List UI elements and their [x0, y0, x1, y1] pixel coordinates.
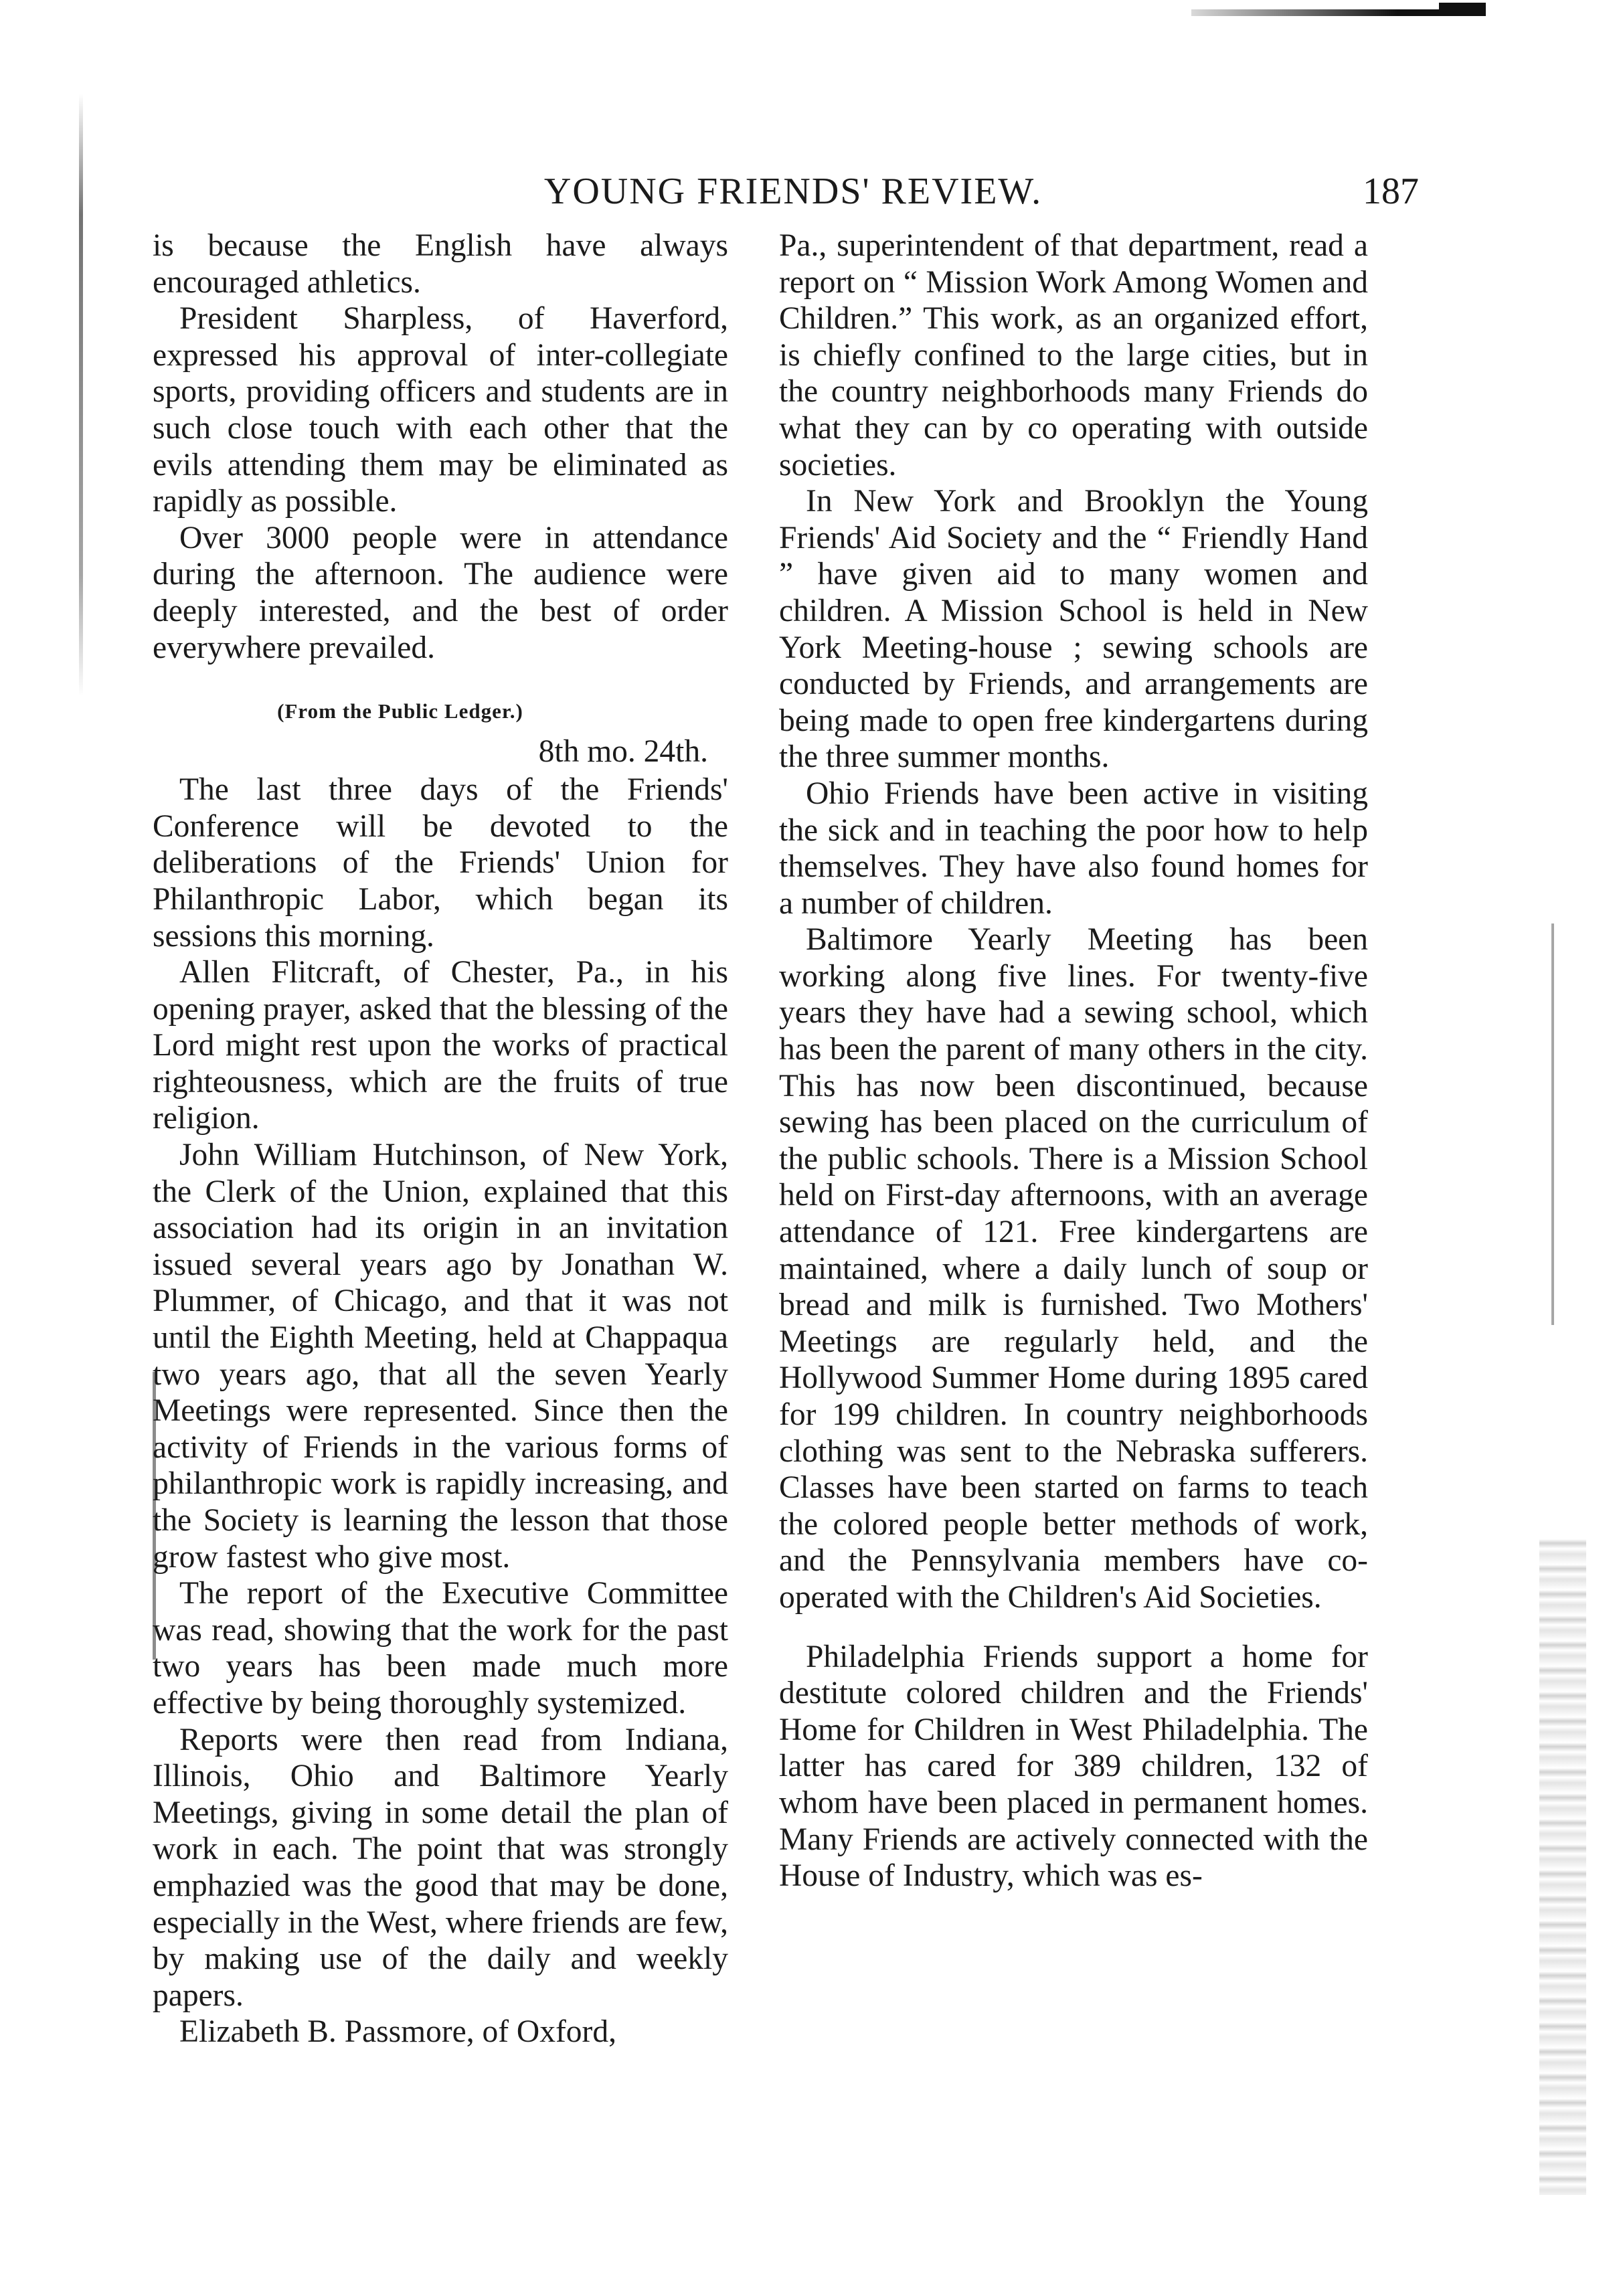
- paragraph: Elizabeth B. Passmore, of Oxford,: [179, 2014, 616, 2050]
- running-title: YOUNG FRIENDS' REVIEW.: [543, 171, 1043, 212]
- paragraph: John William Hutchinson, of New York, the Clerk of the Union, explained that this association had its origin in an invitation issued several years ago by Jonathan W. Plummer, of Chicago, and that it was not until the Eighth Meeting, held at Chappaqua two years ago, that all the seven Yearly Meetings were represented. Since then the activity of Friends in the various forms of philanthropic work is rapidly increasing, and the Society is learning the lesson that those grow fastest who give most.: [153, 1138, 728, 1575]
- paragraph: Pa., superintendent of that department, read a report on “ Mission Work Among Women and Children.” This work, as an organized effort, is chiefly confined to the large cities, but in the country neighborhoods many Friends do what they can by co operating with outside societies.: [779, 228, 1368, 482]
- dateline: 8th mo. 24th.: [538, 734, 708, 770]
- left-column: [153, 228, 728, 2050]
- paragraph: Reports were then read from Indiana, Illinois, Ohio and Baltimore Yearly Meetings, giving in some detail the plan of work in each. The point that was strongly emphazied was the good that may be done, especially in the West, where friends are few, by making use of the daily and weekly papers.: [153, 1722, 728, 2013]
- paragraph: Over 3000 people were in attendance during the afternoon. The audience were deeply interested, and the best of order everywhere prevailed.: [153, 520, 728, 665]
- paragraph: Ohio Friends have been active in visiting the sick and in teaching the poor how to help themselves. They have also found homes for a number of children.: [779, 776, 1368, 921]
- right-margin-scan-mark: [1551, 923, 1554, 1325]
- paragraph: In New York and Brooklyn the Young Friends' Aid Society and the “ Friendly Hand ” have given aid to many women and children. A Mission School is held in New York Meeting-house ; sewing schools are conducted by Friends, and arrangements are being made to open free kindergartens during the three summer months.: [779, 484, 1368, 775]
- page-number: 187: [1363, 171, 1419, 212]
- paragraph: Baltimore Yearly Meeting has been working along five lines. For twenty-five years they have had a sewing school, which has been the parent of many others in the city. This has now been discontinued, because sewing has been placed on the curriculum of the public schools. There is a Mission School held on First-day afternoons, with an average attendance of 121. Free kindergartens are maintained, where a daily lunch of soup or bread and milk is furnished. Two Mothers' Meetings are regularly held, and the Hollywood Summer Home during 1895 cared for 199 children. In country neighborhoods clothing was sent to the Nebraska sufferers. Classes have been started on farms to teach the colored people better methods of work, and the Pennsylvania members have co-operated with the Children's Aid Societies.: [779, 922, 1368, 1615]
- paragraph: Allen Flitcraft, of Chester, Pa., in his opening prayer, asked that the blessing of the Lord might rest upon the works of practical righteousness, which are the fruits of true religion.: [153, 955, 728, 1136]
- right-margin-scan-noise: [1539, 1539, 1586, 2195]
- top-rule-cap-mark: [1439, 3, 1486, 13]
- paragraph: President Sharpless, of Haverford, expressed his approval of inter-collegiate sports, providing officers and students are in such close touch with each other that the evils attending them may be eliminated as rapidly as possible.: [153, 301, 728, 519]
- paragraph: The report of the Executive Committee was read, showing that the work for the past two years has been made much more effective by being thoroughly systemized.: [153, 1576, 728, 1720]
- left-margin-scan-mark: [79, 94, 83, 696]
- right-column: [779, 228, 1368, 1894]
- paragraph: is because the English have always encouraged athletics.: [153, 228, 728, 300]
- source-citation: (From the Public Ledger.): [277, 699, 523, 723]
- paragraph: The last three days of the Friends' Conference will be devoted to the deliberations of the Friends' Union for Philanthropic Labor, which began its sessions this morning.: [153, 772, 728, 954]
- paragraph: Philadelphia Friends support a home for destitute colored children and the Friends' Home for Children in West Philadelphia. The latter has cared for 389 children, 132 of whom have been placed in permanent homes. Many Friends are actively connected with the House of Industry, which was es-: [779, 1639, 1368, 1894]
- running-head: [167, 165, 1419, 218]
